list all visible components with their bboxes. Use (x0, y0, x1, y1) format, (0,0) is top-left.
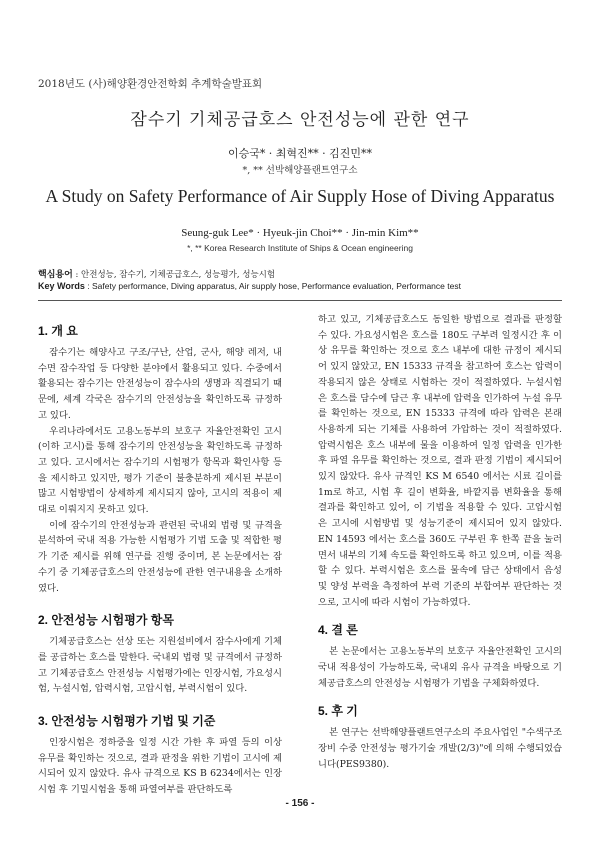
korean-affiliation: *, ** 선박해양플랜트연구소 (242, 165, 358, 176)
english-keywords-label: Key Words (38, 281, 85, 291)
english-keywords (38, 281, 461, 291)
korean-keywords-text: : 안전성능, 잠수기, 기체공급호스, 성능평가, 성능시험 (72, 270, 276, 280)
section-3-continued: 하고 있고, 기체공급호스도 동일한 방법으로 결과를 판정할 수 있다. 가요성시험은 호스를 180도 구부려 일정시간 후 이상 유무를 확인하는 것으로 호스 내부에 대한 규정이 제시되어 있지 않았고, EN 15333 규격을 참고하여 호스는 압력이 작용되지 않은 상태로 시험하는 것이 적절하였다. 누설시험은 호스를 담수에 담근 후 내부에 압력을 인가하여 누설 유무를 확인하는 것으로, EN 15333 규격에 따라 압력은 본래 사용하게 되는 기체를 사용하여 가압하는 것이 적절하였다. 압력시험은 호스 내부에 물을 이용하여 일정 압력을 인가한 후 파열 유무를 확인하는 것으로, 결과 판정 기법이 제시되어 있지 않았다. 유사 규격인 KS M 6540 에서는 시료 길이를 1m로 하고, 시험 후 길이 변화율, 바깥지름 변화율을 통해 결과를 확인하고 있어, 이 기법을 적용할 수 있다. 고압시험은 고시에 시험방법 및 성능기준이 제시되어 있지 않았다. EN 14593 에서는 호스를 360도 구부린 후 한쪽 끝을 눌러면서 내부의 기체 속도를 확인하도록 하고 있으며, 이를 적용할 수 있다. 부력시험은 호스를 물속에 담근 상태에서 음성 및 양성 부력을 측정하여 부력 기준의 부합여부 판단하는 것으로, 고시에 따라 시험이 가능하였다. (318, 314, 562, 608)
section-3-paragraph-1: 인장시험은 정하중을 일정 시간 가한 후 파열 등의 이상 유무를 확인하는 것으로, 결과 판정을 위한 기법이 고시에 제시되어 있지 않았다. 유사 규격으로 KS B 6234에서는 인장시험 후 기밀시험을 통해 파열여부를 판단하도록 (38, 737, 282, 796)
section-2-paragraph-1: 기체공급호스는 선상 또는 지원설비에서 잠수사에게 기체를 공급하는 호스를 말한다. 국내외 법령 및 규격에서 규정하고 기체공급호스 안전성능 시험평가에는 인장시험, 가요성시험, 누설시험, 압력시험, 고압시험, 부력시험이 있다. (38, 636, 282, 695)
korean-keywords (38, 267, 275, 280)
korean-keywords-label: 핵심용어 (38, 269, 73, 279)
english-title: A Study on Safety Performance of Air Supply Hose of Diving Apparatus (45, 186, 555, 206)
korean-title: 잠수기 기체공급호스 안전성능에 관한 연구 (130, 110, 470, 130)
section-1-paragraph-3: 이에 잠수기의 안전성능과 관련된 국내외 법령 및 규격을 분석하여 국내 적용 가능한 시험평가 기법 도출 및 적합한 평가 기준 제시를 위해 연구를 진행 중이며, 본 논문에서는 잠수기 중 기체공급호스의 안전성능에 관한 연구내용을 소개하였다. (38, 519, 282, 594)
section-5-paragraph-1: 본 연구는 선박해양플랜트연구소의 주요사업인 "수색구조장비 수중 안전성능 평가기술 개발(2/3)"에 의해 수행되었습니다(PES9380). (318, 727, 562, 770)
english-affiliation: *, ** Korea Research Institute of Ships & Ocean engineering (187, 243, 413, 253)
page-number: - 156 - (285, 798, 315, 809)
right-column (318, 312, 562, 773)
section-2-heading: 2. 안전성능 시험평가 항목 (38, 613, 174, 628)
english-authors: Seung-guk Lee* · Hyeuk-jin Choi** · Jin-min Kim** (181, 227, 419, 239)
section-1-heading: 1. 개 요 (38, 324, 78, 338)
section-5-heading: 5. 후 기 (318, 704, 358, 719)
english-keywords-text: : Safety performance, Diving apparatus, Air supply hose, Performance evaluation, Performance test (84, 281, 461, 291)
section-1-paragraph-2: 우리나라에서도 고용노동부의 보호구 자율안전확인 고시(이하 고시)를 통해 잠수기의 안전성능을 확인하도록 규정하고 있다. 고시에서는 잠수기의 시험평가 항목과 확인사항 등을 제시하고 있지만, 평가 기준이 불충분하게 제시된 부분이 많고 시험방법이 상세하게 제시되지 않아, 고시의 적용이 제대로 이뤄지지 못하고 있다. (38, 425, 282, 516)
divider-rule (38, 300, 562, 301)
section-4-heading: 4. 결 론 (318, 623, 358, 638)
section-4-paragraph-1: 본 논문에서는 고용노동부의 보호구 자율안전확인 고시의 국내 적용성이 가능하도록, 국내외 유사 규격을 바탕으로 기체공급호스의 안전성능 시험평가 기법을 구체화하였다. (318, 646, 562, 689)
korean-authors: 이승국* · 최혁진** · 김진민** (227, 147, 373, 160)
conference-header: 2018년도 (사)해양환경안전학회 추계학술발표회 (38, 78, 263, 90)
section-3-heading: 3. 안전성능 시험평가 기법 및 기준 (38, 714, 216, 729)
section-1-paragraph-1: 잠수기는 해양사고 구조/구난, 산업, 군사, 해양 레저, 내수면 잠수작업 등 다양한 분야에서 활용되고 있다. 수중에서 활용되는 잠수기는 안전성능이 잠수사의 생명과 직결되기 때문에, 세계 각국은 잠수기의 안전성능을 확인하도록 규정하고 있다. (38, 347, 282, 421)
left-column (38, 317, 282, 798)
